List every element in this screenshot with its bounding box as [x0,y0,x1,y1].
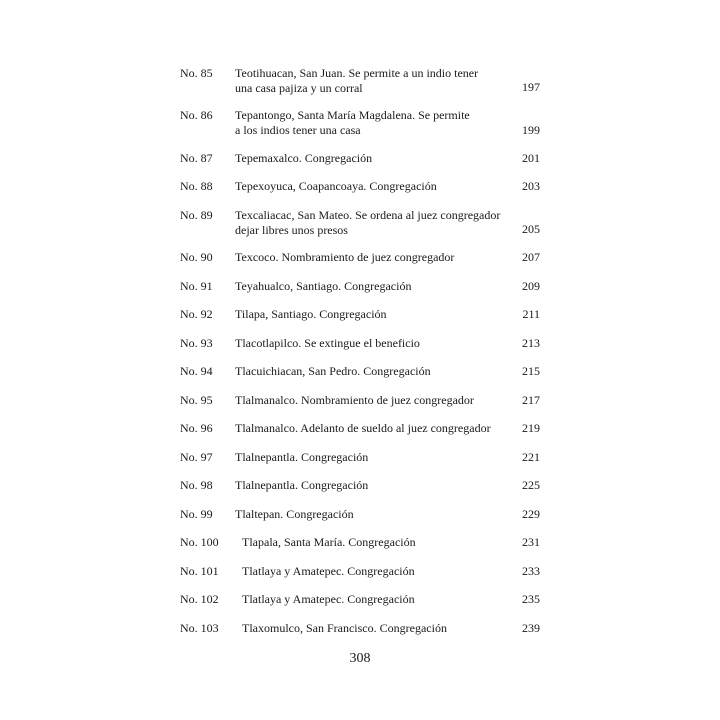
entry-title-line: Teyahualco, Santiago. Congregación [235,279,412,293]
entry-number: No. 94 [180,364,213,378]
index-entry [180,336,540,351]
entry-number: No. 100 [180,535,219,549]
index-entry [180,279,540,294]
entry-number: No. 93 [180,336,213,350]
index-entry [180,535,540,550]
entry-title [242,592,415,607]
entry-number: No. 103 [180,621,219,635]
entry-number: No. 89 [180,208,213,222]
entry-title [235,421,491,436]
entry-title [235,151,372,166]
entry-page: 235 [522,592,540,606]
entry-page: 221 [522,450,540,464]
entry-title [235,478,368,493]
entry-title [235,250,454,265]
entry-title-line: Tlalnepantla. Congregación [235,478,369,492]
entry-title [235,393,474,408]
entry-number: No. 97 [180,450,213,464]
entry-title-line: una casa pajiza y un corral [235,81,363,95]
entry-number: No. 96 [180,421,213,435]
entry-title [242,535,416,550]
entry-title-line: Tlalnepantla. Congregación [235,450,369,464]
entry-page: 203 [522,179,540,193]
entry-page: 197 [522,80,540,94]
index-entry [180,208,540,238]
index-entry [180,592,540,607]
entry-title-line: Texcoco. Nombramiento de juez congregador [235,250,455,264]
entry-number: No. 91 [180,279,213,293]
entry-title-line: Tlalmanalco. Nombramiento de juez congregador [235,393,474,407]
entry-title [235,208,500,238]
entry-number: No. 87 [180,151,213,165]
entry-title [235,507,354,522]
index-entry [180,478,540,493]
entry-page: 239 [522,621,540,635]
entry-number: No. 92 [180,307,213,321]
entry-title [235,364,431,379]
entry-title-line: Tlatlaya y Amatepec. Congregación [242,592,415,606]
entry-page: 209 [522,279,540,293]
entry-page: 219 [522,421,540,435]
entry-number: No. 95 [180,393,213,407]
entry-title-line: Tlacotlapilco. Se extingue el beneficio [235,336,420,350]
entry-number: No. 88 [180,179,213,193]
entry-number: No. 99 [180,507,213,521]
entry-title-line: Tilapa, Santiago. Congregación [235,307,387,321]
entry-page: 211 [522,307,540,321]
entry-page: 213 [522,336,540,350]
index-entry [180,507,540,522]
index-entry [180,564,540,579]
entry-title [242,621,447,636]
index-entry [180,393,540,408]
entry-title [235,179,437,194]
entry-title-line: Tepemaxalco. Congregación [235,151,373,165]
index-entry [180,151,540,166]
entry-title-line: Tlaxomulco, San Francisco. Congregación [242,621,447,635]
entry-title-line: Teotihuacan, San Juan. Se permite a un indio tener [235,66,479,80]
index-entry [180,108,540,138]
entry-title [235,307,387,322]
entry-page: 233 [522,564,540,578]
entry-title-line: dejar libres unos presos [235,223,348,237]
entry-number: No. 102 [180,592,219,606]
entry-title-line: Tlalmanalco. Adelanto de sueldo al juez congregador [235,421,491,435]
entry-number: No. 85 [180,66,213,80]
entry-page: 231 [522,535,540,549]
entry-title [235,336,420,351]
index-entry [180,307,540,322]
index-entry [180,621,540,636]
entry-number: No. 90 [180,250,213,264]
entry-page: 201 [522,151,540,165]
page-number: 308 [349,651,371,666]
entry-title [242,564,415,579]
entry-page: 215 [522,364,540,378]
entry-page: 229 [522,507,540,521]
entry-title-line: Tlacuichiacan, San Pedro. Congregación [235,364,431,378]
entry-title-line: Tepexoyuca, Coapancoaya. Congregación [235,179,437,193]
entry-title-line: Texcaliacac, San Mateo. Se ordena al juez congregador [235,208,501,222]
entry-title-line: a los indios tener una casa [235,123,361,137]
entry-title [235,450,368,465]
index-entry [180,450,540,465]
index-entry [180,421,540,436]
entry-title-line: Tlapala, Santa María. Congregación [242,535,416,549]
entry-number: No. 98 [180,478,213,492]
entry-page: 205 [522,222,540,236]
entry-page: 225 [522,478,540,492]
entry-page: 207 [522,250,540,264]
index-entry [180,179,540,194]
entry-page: 217 [522,393,540,407]
entry-title-line: Tepantongo, Santa María Magdalena. Se permite [235,108,470,122]
entry-title [235,108,470,138]
index-entry [180,66,540,96]
entry-number: No. 101 [180,564,219,578]
entry-page: 199 [522,123,540,137]
entry-title [235,279,411,294]
index-entry [180,250,540,265]
index-entry [180,364,540,379]
entry-number: No. 86 [180,108,213,122]
entry-title [235,66,478,96]
entry-title-line: Tlatlaya y Amatepec. Congregación [242,564,415,578]
entry-title-line: Tlaltepan. Congregación [235,507,354,521]
